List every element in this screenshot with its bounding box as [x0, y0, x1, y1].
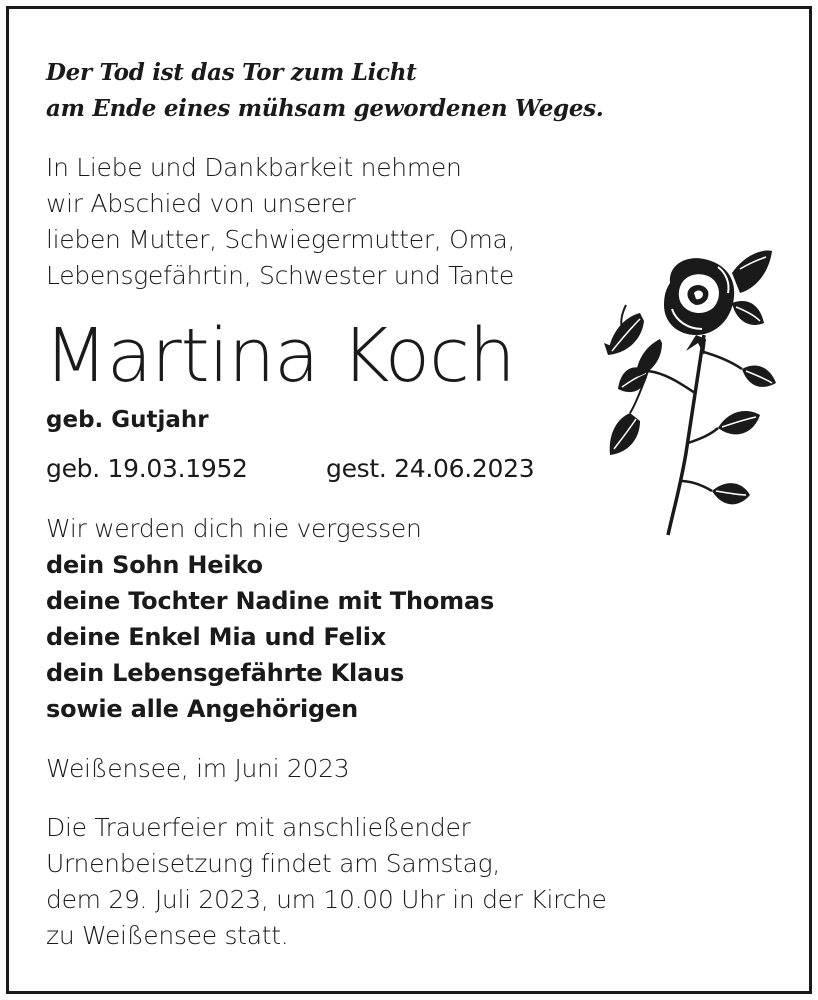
- mourner-line: deine Tochter Nadine mit Thomas: [46, 587, 495, 615]
- mourner-line: sowie alle Angehörigen: [46, 695, 358, 723]
- ceremony-line-1: Die Trauerfeier mit anschließender: [46, 813, 471, 842]
- rose-icon: [600, 243, 780, 543]
- intro-line-3: lieben Mutter, Schwiegermutter, Oma,: [46, 225, 516, 254]
- maiden-name: geb. Gutjahr: [46, 407, 209, 433]
- motto-line-1: Der Tod ist das Tor zum Licht: [46, 59, 417, 86]
- death-date: gest. 24.06.2023: [326, 454, 535, 483]
- place-date: Weißensee, im Juni 2023: [46, 754, 350, 783]
- mourners-intro: Wir werden dich nie vergessen: [46, 514, 422, 543]
- intro-line-1: In Liebe und Dankbarkeit nehmen: [46, 153, 462, 182]
- ceremony-line-2: Urnenbeisetzung findet am Samstag,: [46, 849, 501, 878]
- birth-date: geb. 19.03.1952: [46, 454, 248, 483]
- ceremony-line-3: dem 29. Juli 2023, um 10.00 Uhr in der Kirche: [46, 885, 607, 914]
- intro-line-4: Lebensgefährtin, Schwester und Tante: [46, 261, 515, 290]
- deceased-name: Martina Koch: [44, 313, 515, 399]
- ceremony-line-4: zu Weißensee statt.: [46, 921, 289, 950]
- intro-line-2: wir Abschied von unserer: [46, 189, 356, 218]
- mourner-line: dein Lebensgefährte Klaus: [46, 659, 405, 687]
- mourner-line: dein Sohn Heiko: [46, 551, 263, 579]
- mourner-line: deine Enkel Mia und Felix: [46, 623, 387, 651]
- motto-line-2: am Ende eines mühsam gewordenen Weges.: [46, 95, 604, 122]
